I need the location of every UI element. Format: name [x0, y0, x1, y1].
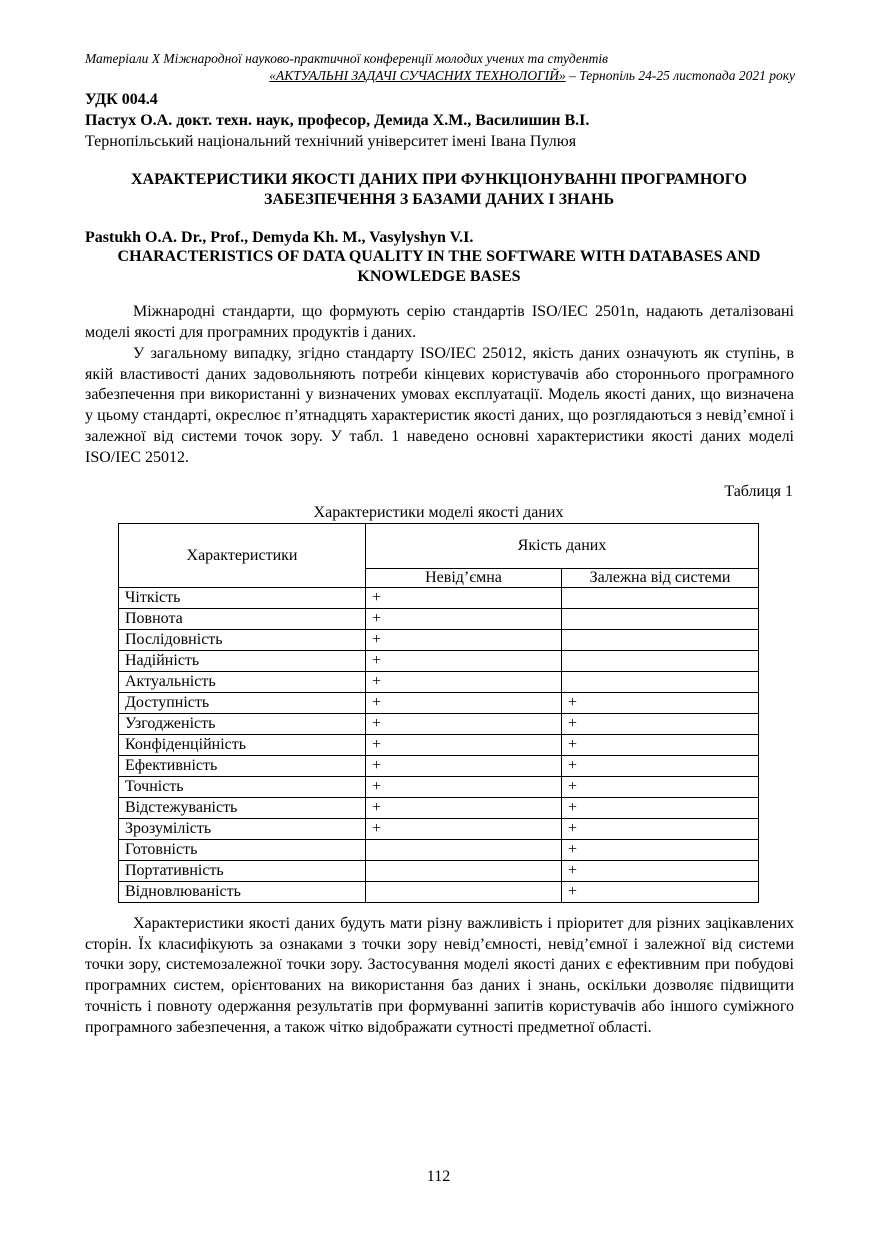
- inherent-cell: +: [366, 819, 562, 840]
- inherent-cell: +: [366, 714, 562, 735]
- inherent-cell: +: [366, 672, 562, 693]
- characteristic-cell: Узгодженість: [119, 714, 366, 735]
- characteristic-cell: Конфіденційність: [119, 735, 366, 756]
- system-dependent-cell: +: [562, 693, 759, 714]
- paragraph-1: Міжнародні стандарти, що формують серію стандартів ISO/IEC 2501n, надають деталізовані моделі якості для програмних продуктів і даних.: [85, 303, 794, 341]
- table-row: [119, 735, 759, 756]
- page-number: 112: [426, 1168, 451, 1185]
- inherent-cell: +: [366, 588, 562, 609]
- table-row: [119, 714, 759, 735]
- inherent-cell: +: [366, 609, 562, 630]
- table-label: Таблиця 1: [724, 483, 793, 500]
- system-dependent-cell: +: [562, 714, 759, 735]
- characteristic-cell: Зрозумілість: [119, 819, 366, 840]
- system-dependent-cell: +: [562, 882, 759, 903]
- table-row: [119, 693, 759, 714]
- paragraph-2: У загальному випадку, згідно стандарту ISO/IEC 25012, якість даних означують як ступінь, в якій властивості даних задовольняють потреби кінцевих користувачів або стороннього програмного забезпечення при використанні у визначених умовах експлуатації. Модель якості даних, що визначена у цьому стандарті, окреслює п’ятнадцять характеристик якості даних, що розглядаються з невід’ємної і залежної від системи точок зору. У табл. 1 наведено основні характеристики якості даних моделі ISO/IEC 25012.: [85, 345, 794, 466]
- conference-header: [85, 50, 795, 84]
- characteristic-cell: Точність: [119, 777, 366, 798]
- header-characteristics: Характеристики: [119, 524, 366, 588]
- system-dependent-cell: +: [562, 861, 759, 882]
- paragraph-3: Характеристики якості даних будуть мати різну важливість і пріоритет для різних зацікавлених сторін. Їх класифікують за ознаками з точки зору невід’ємності, невід’ємної і залежної від системи точки зору, системозалежної точки зору. Застосування моделі якості даних є ефективним при побудові програмних систем, орієнтованих на використання баз даних і знань, оскільки дозволяє підвищити точність і повноту одержання результатів при формуванні запитів користувачів або іншого суміжного програмного забезпечення, а також чітко відображати сутності предметної області.: [85, 915, 794, 1036]
- characteristic-cell: Ефективність: [119, 756, 366, 777]
- table-row: [119, 819, 759, 840]
- characteristic-cell: Повнота: [119, 609, 366, 630]
- characteristic-cell: Чіткість: [119, 588, 366, 609]
- header-data-quality: Якість даних: [366, 524, 759, 569]
- data-quality-table: [118, 523, 759, 903]
- system-dependent-cell: [562, 651, 759, 672]
- header-inherent: Невід’ємна: [366, 569, 562, 588]
- characteristic-cell: Актуальність: [119, 672, 366, 693]
- characteristic-cell: Портативність: [119, 861, 366, 882]
- system-dependent-cell: [562, 630, 759, 651]
- table-row: [119, 588, 759, 609]
- udk-code: УДК 004.4: [85, 91, 158, 108]
- table-row: [119, 840, 759, 861]
- table-row: [119, 672, 759, 693]
- table-row: [119, 861, 759, 882]
- table-header-row: [119, 524, 759, 569]
- affiliation: Тернопільський національний технічний університет імені Івана Пулюя: [85, 133, 577, 150]
- characteristic-cell: Відстежуваність: [119, 798, 366, 819]
- system-dependent-cell: [562, 609, 759, 630]
- inherent-cell: [366, 861, 562, 882]
- title-ukrainian: ХАРАКТЕРИСТИКИ ЯКОСТІ ДАНИХ ПРИ ФУНКЦІОНУВАННІ ПРОГРАМНОГО ЗАБЕЗПЕЧЕННЯ З БАЗАМИ ДАНИХ І ЗНАНЬ: [131, 171, 747, 208]
- inherent-cell: +: [366, 777, 562, 798]
- conference-name: «АКТУАЛЬНІ ЗАДАЧІ СУЧАСНИХ ТЕХНОЛОГІЙ»: [269, 68, 566, 83]
- header-system-dependent: Залежна від системи: [562, 569, 759, 588]
- inherent-cell: +: [366, 630, 562, 651]
- table-row: [119, 609, 759, 630]
- authors-ukrainian: Пастух О.А. докт. техн. наук, професор, Демида Х.М., Василишин В.І.: [85, 112, 590, 129]
- table-row: [119, 777, 759, 798]
- table-row: [119, 630, 759, 651]
- characteristic-cell: Відновлюваність: [119, 882, 366, 903]
- characteristic-cell: Надійність: [119, 651, 366, 672]
- table-row: [119, 882, 759, 903]
- table-row: [119, 798, 759, 819]
- inherent-cell: [366, 840, 562, 861]
- inherent-cell: +: [366, 756, 562, 777]
- table-row: [119, 756, 759, 777]
- system-dependent-cell: +: [562, 756, 759, 777]
- table-row: [119, 651, 759, 672]
- system-dependent-cell: +: [562, 819, 759, 840]
- system-dependent-cell: +: [562, 777, 759, 798]
- characteristic-cell: Послідовність: [119, 630, 366, 651]
- inherent-cell: +: [366, 735, 562, 756]
- header-line-1: Матеріали Х Міжнародної науково-практичної конференції молодих учених та студентів: [85, 51, 608, 66]
- system-dependent-cell: [562, 672, 759, 693]
- inherent-cell: +: [366, 693, 562, 714]
- system-dependent-cell: +: [562, 735, 759, 756]
- characteristic-cell: Доступність: [119, 693, 366, 714]
- inherent-cell: [366, 882, 562, 903]
- authors-english: Pastukh O.A. Dr., Prof., Demyda Kh. M., Vasylyshyn V.I.: [85, 229, 474, 246]
- characteristic-cell: Готовність: [119, 840, 366, 861]
- table-caption: Характеристики моделі якості даних: [313, 504, 564, 521]
- system-dependent-cell: +: [562, 840, 759, 861]
- header-line-2: [85, 67, 795, 84]
- title-english: CHARACTERISTICS OF DATA QUALITY IN THE SOFTWARE WITH DATABASES AND KNOWLEDGE BASES: [117, 248, 761, 285]
- conference-place-date: – Тернопіль 24-25 листопада 2021 року: [565, 68, 795, 83]
- system-dependent-cell: +: [562, 798, 759, 819]
- system-dependent-cell: [562, 588, 759, 609]
- inherent-cell: +: [366, 798, 562, 819]
- inherent-cell: +: [366, 651, 562, 672]
